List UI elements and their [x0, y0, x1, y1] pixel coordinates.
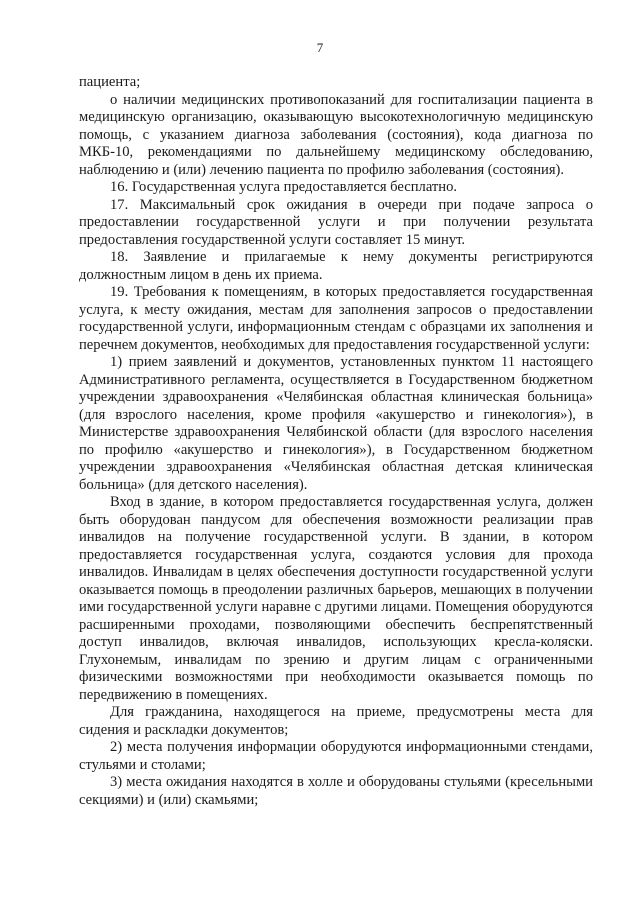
- paragraph-item-18: 18. Заявление и прилагаемые к нему документы регистрируются должностным лицом в день их приема.: [79, 249, 593, 283]
- paragraph-building-entrance: Вход в здание, в котором предоставляется государственная услуга, должен быть оборудован пандусом для обеспечения возможности реализации прав инвалидов на получение государственной услуги. В здании, в котором предоставляется государственная услуга, создаются условия для прохода инвалидов. Инвалидам в целях обеспечения доступности государственной услуги оказывается помощь в преодолении различных барьеров, мешающих в получении ими государственной услуги наравне с другими лицами. Помещения оборудуются расширенными проходами, позволяющими обеспечить беспрепятственный доступ инвалидов, включая инвалидов, использующих кресла-коляски. Глухонемым, инвалидам по зрению и другим лицам с ограниченными физическими возможностями при необходимости оказывается помощь по передвижению в помещениях.: [79, 494, 593, 703]
- paragraph-subitem-3: 3) места ожидания находятся в холле и оборудованы стульями (кресельными секциями) и (или) скамьями;: [79, 774, 593, 808]
- paragraph-seating: Для гражданина, находящегося на приеме, предусмотрены места для сидения и раскладки документов;: [79, 704, 593, 738]
- page-number: 7: [316, 40, 324, 55]
- paragraph-continuation: пациента;: [79, 74, 141, 90]
- document-body: [79, 74, 593, 809]
- paragraph-item-17: 17. Максимальный срок ожидания в очереди при подаче запроса о предоставлении государственной услуги и при получении результата предоставления государственной услуги составляет 15 минут.: [79, 196, 593, 248]
- paragraph-item-19: 19. Требования к помещениям, в которых предоставляется государственная услуга, к месту ожидания, местам для заполнения запросов о предоставлении государственной услуги, информационным стендам с образцами их заполнения и перечнем документов, необходимых для предоставления государственной услуги:: [79, 284, 593, 353]
- paragraph-contraindications: о наличии медицинских противопоказаний для госпитализации пациента в медицинскую организацию, оказывающую высокотехнологичную медицинскую помощь, с указанием диагноза заболевания (состояния), кода диагноза по МКБ-10, рекомендациями по дальнейшему медицинскому обследованию, наблюдению и (или) лечению пациента по профилю заболевания (состояния).: [79, 91, 593, 178]
- paragraph-subitem-2: 2) места получения информации оборудуются информационными стендами, стульями и столами;: [79, 739, 593, 773]
- paragraph-item-16: 16. Государственная услуга предоставляется бесплатно.: [110, 179, 458, 195]
- paragraph-subitem-1: 1) прием заявлений и документов, установленных пунктом 11 настоящего Административного регламента, осуществляется в Государственном бюджетном учреждении здравоохранения «Челябинская областная клиническая больница» (для взрослого населения, кроме профиля «акушерство и гинекология»), в Министерстве здравоохранения Челябинской области (для взрослого населения по профилю «акушерство и гинекология»), в Государственном бюджетном учреждении здравоохранения «Челябинская областная детская клиническая больница» (для детского населения).: [79, 354, 593, 493]
